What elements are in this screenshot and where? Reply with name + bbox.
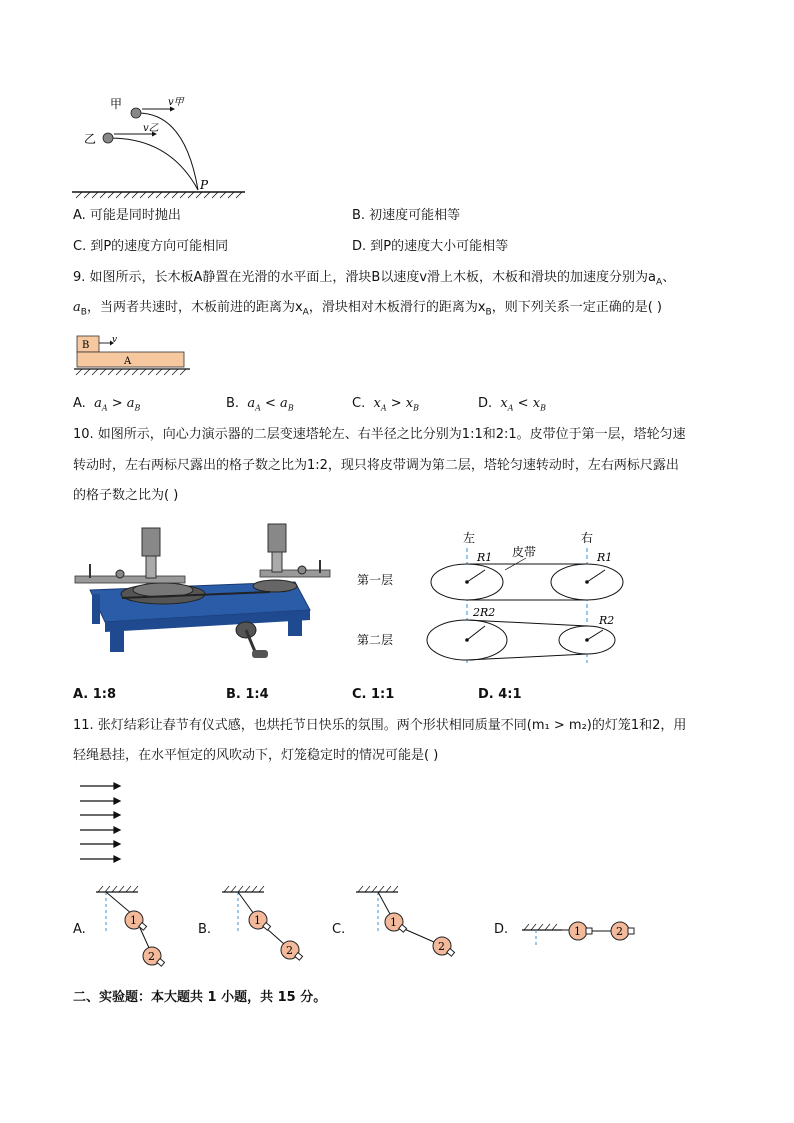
lantern-figure-b	[214, 884, 314, 974]
q9-option-a[interactable]: A. $a_A > a_B$	[73, 396, 141, 413]
svg-text:R2: R2	[599, 614, 615, 627]
q9-stem-line2: $a_B$，当两者共速时，木板前进的距离为$x_A$，滑块相对木板滑行的距离为$x_B$，则下列关系一定正确的是( )	[73, 300, 662, 318]
lantern-figure-d	[516, 912, 646, 952]
q10-stem-line2: 转动时，左右两标尺露出的格子数之比为1:2，现只将皮带调为第二层，塔轮匀速转动时，左右两标尺露出	[73, 458, 679, 473]
q10-stem-line3: 的格子数之比为( )	[73, 488, 179, 503]
q9-stem-line1: 9. 如图所示，长木板A静置在光滑的水平面上，滑块B以速度v滑上木板，木板和滑块的加速度分别为$a_A$、	[73, 270, 676, 288]
q8-option-b[interactable]: B. 初速度可能相等	[352, 208, 461, 223]
q11-option-a[interactable]: A.	[73, 922, 86, 937]
label-yi: 乙	[84, 132, 97, 146]
svg-text:第二层: 第二层	[357, 633, 394, 647]
lantern-figure-a	[88, 884, 178, 974]
ball-yi	[103, 133, 113, 143]
wind-arrows	[78, 780, 124, 865]
q8-option-a[interactable]: A. 可能是同时抛出	[73, 208, 181, 223]
lantern-figure-c	[348, 884, 458, 974]
svg-text:1: 1	[254, 914, 261, 927]
q10-option-b[interactable]: B. 1:4	[226, 687, 269, 702]
q9-option-c[interactable]: C. $x_A > x_B$	[352, 396, 420, 413]
svg-text:右: 右	[581, 531, 594, 545]
q9-option-d[interactable]: D. $x_A < x_B$	[478, 396, 546, 413]
q11-option-b[interactable]: B.	[198, 922, 212, 937]
svg-text:1: 1	[130, 914, 137, 927]
svg-text:R1: R1	[597, 551, 613, 564]
q10-option-a[interactable]: A. 1:8	[73, 687, 117, 702]
q11-stem-line2: 轻绳悬挂，在水平恒定的风吹动下，灯笼稳定时的情况可能是( )	[73, 748, 439, 763]
svg-text:v: v	[112, 335, 118, 345]
label-v-jia: v甲	[168, 97, 184, 108]
svg-text:皮带: 皮带	[512, 545, 537, 559]
q10-option-c[interactable]: C. 1:1	[352, 687, 395, 702]
q10-option-d[interactable]: D. 4:1	[478, 687, 522, 702]
label-v-yi: v乙	[143, 123, 159, 134]
projectile-figure	[70, 92, 250, 202]
svg-text:左: 左	[463, 531, 476, 545]
q8-option-c[interactable]: C. 到P的速度方向可能相同	[73, 239, 229, 254]
centripetal-apparatus-image	[70, 518, 335, 668]
q8-option-d[interactable]: D. 到P的速度大小可能相等	[352, 239, 509, 254]
svg-text:第一层: 第一层	[357, 573, 394, 587]
q11-option-c[interactable]: C.	[332, 922, 346, 937]
svg-text:1: 1	[390, 916, 397, 929]
q10-stem-line1: 10. 如图所示，向心力演示器的二层变速塔轮左、右半径之比分别为1:1和2:1。皮带位于第一层，塔轮匀速	[73, 427, 686, 442]
q11-option-d[interactable]: D.	[494, 922, 509, 937]
q11-stem-line1: 11. 张灯结彩让春节有仪式感，也烘托节日快乐的氛围。两个形状相同质量不同(m₁ > m₂)的灯笼1和2，用	[73, 718, 687, 733]
svg-text:2R2: 2R2	[473, 606, 496, 619]
svg-text:R1: R1	[477, 551, 493, 564]
label-jia: 甲	[110, 97, 123, 111]
label-point-p: P	[200, 178, 209, 192]
svg-text:1: 1	[574, 925, 581, 938]
svg-text:2: 2	[438, 940, 445, 953]
svg-text:A: A	[124, 356, 132, 367]
svg-text:2: 2	[286, 944, 293, 957]
ball-jia	[131, 108, 141, 118]
section-2-title: 二、实验题：本大题共 1 小题，共 15 分。	[73, 990, 327, 1005]
pulley-schematic	[355, 528, 640, 668]
svg-text:2: 2	[616, 925, 623, 938]
svg-text:2: 2	[148, 950, 155, 963]
svg-text:B: B	[82, 340, 90, 351]
board-block-figure	[72, 333, 192, 381]
q9-option-b[interactable]: B. $a_A < a_B$	[226, 396, 294, 413]
